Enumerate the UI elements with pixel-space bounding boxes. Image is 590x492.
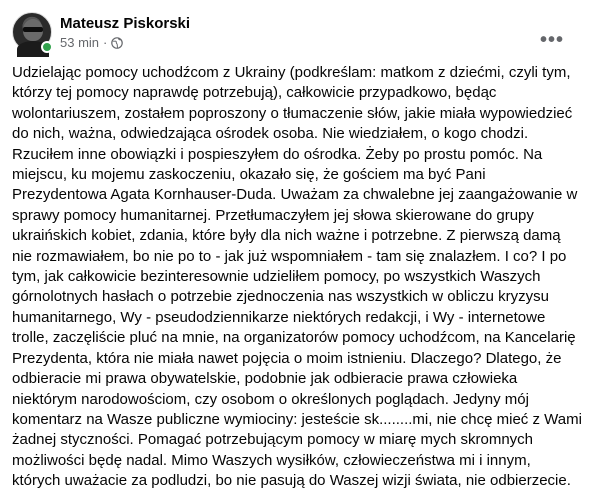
- globe-icon[interactable]: [111, 36, 123, 48]
- avatar-glasses: [23, 27, 43, 32]
- avatar[interactable]: [12, 12, 52, 52]
- post-message: Udzielając pomocy uchodźcom z Ukrainy (podkreślam: matkom z dziećmi, czyli tym, którzy tej pomocy naprawdę potrzebują), całkowicie przypadkowo, będąc wolontariuszem, zostałem poproszony o tłumaczenie słów, jakie miała wypowiedzieć do nich, ważna, odwiedzająca ośrodek osoba. Nie wiedziałem, o kogo chodzi. Rzuciłem inne obowiązki i pospieszyłem do ośrodka. Żeby po prostu pomóc. Na miejscu, ku mojemu zaskoczeniu, okazało się, że gościem ma być Pani Prezydentowa Agata Kornhauser-Duda. Uważam za chwalebne jej zaangażowanie w sprawy pomocy humanitarnej. Przetłumaczyłem jej słowa skierowane do grupy ukraińskich kobiet, zdania, które były dla nich ważne i potrzebne. Z pierwszą damą nie rozmawiałem, bo nie po to - jak już wspomniałem - tam się znalazłem. I co? I po tym, jak całkowicie bezinteresownie udzieliłem pomocy, po wszystkich Waszych górnolotnych hasłach o potrzebie zjednoczenia nas wszystkich w obliczu kryzysu humanitarnego, Wy - pseudodziennikarze niektórych redakcji, i Wy - internetowe trolle, zaczęliście pluć na mnie, na organizatorów pomocy uchodźcom, na Kancelarię Prezydenta, która nie miała nawet pojęcia o moim istnieniu. Dlaczego? Dlatego, że odbieracie mi prawa obywatelskie, podobnie jak odbieracie prawa człowieka niektórym narodowościom, czy osobom o określonych poglądach. Jedyny mój komentarz na Wasze publiczne wymiociny: jesteście sk........mi, nie chcę mieć z Wami żadnej styczności. Pomagać potrzebującym pomocy w miarę mych skromnych możliwości będę nadal. Mimo Waszych wysiłków, człowieczeństwa mi i innym, których uważacie za podludzi, bo nie pasują do Waszej wizji świata, nie odbierzecie.: [12, 64, 582, 490]
- post-header: [12, 10, 578, 54]
- separator-dot: ·: [103, 34, 108, 50]
- post-meta: [60, 14, 190, 51]
- online-status-indicator: [41, 41, 53, 53]
- post-subline: [60, 34, 190, 51]
- post-timestamp[interactable]: 53 min: [60, 34, 100, 50]
- more-options-icon[interactable]: •••: [539, 28, 564, 51]
- post-body: [12, 63, 582, 492]
- author-name[interactable]: Mateusz Piskorski: [60, 14, 191, 32]
